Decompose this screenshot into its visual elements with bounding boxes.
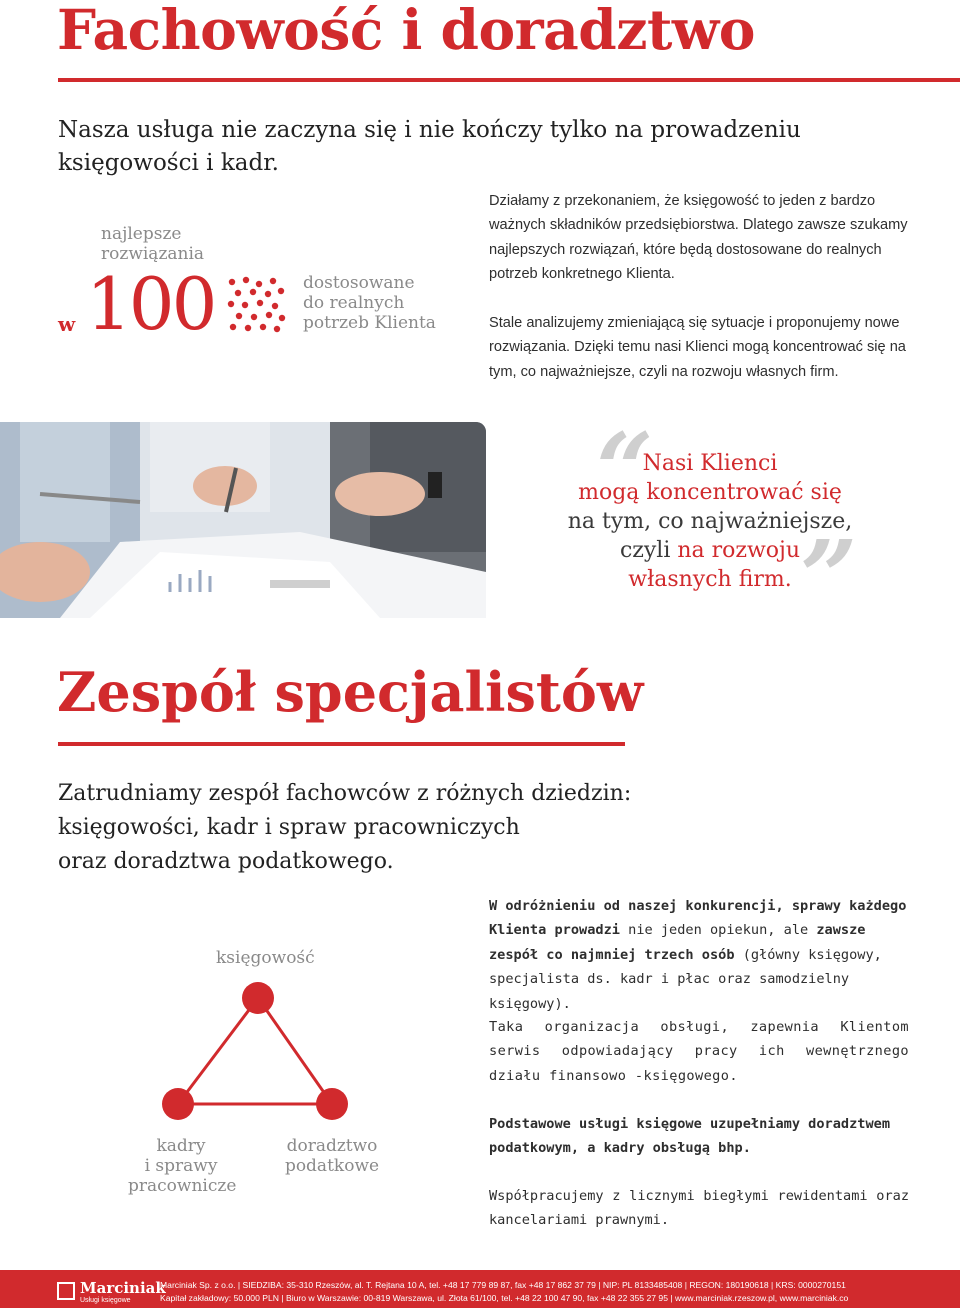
logo-subtitle: Usługi księgowe	[80, 1297, 131, 1304]
title-underline	[58, 78, 960, 82]
lead-line: księgowości, kadr i spraw pracowniczych	[58, 815, 520, 840]
quote-line: na tym, co najważniejsze,	[567, 509, 853, 534]
bold-fragment: Podstawowe usługi księgowe uzupełniamy doradztwem podatkowym, a kadry obsługą bhp.	[489, 1116, 891, 1157]
section-lead	[58, 114, 818, 180]
quote-fragment: czyli	[619, 538, 678, 563]
label-line: podatkowe	[284, 1156, 380, 1176]
big-number: 100	[86, 262, 215, 346]
label-line: i sprawy	[144, 1156, 218, 1176]
paragraph-6: Współpracujemy z licznymi biegłymi rewidentami oraz kancelariami prawnymi.	[489, 1188, 909, 1229]
team-triangle-diagram	[130, 940, 370, 1130]
paragraph-4: Taka organizacja obsługi, zapewnia Klientom serwis odpowiadający pracy ich wewnętrznego działu finansowo -księgowego.	[489, 1019, 909, 1084]
lead-line: oraz doradztwa podatkowego.	[58, 849, 394, 874]
label-line: rozwiązania	[101, 244, 205, 264]
label-line: doradztwo	[286, 1136, 378, 1156]
quote-close-mark: ”	[800, 518, 858, 636]
footer-line-1: Marciniak Sp. z o.o. | SIEDZIBA: 35-310 Rzeszów, al. T. Rejtana 10 A, tel. +48 17 779 89 87, fax +48 17 862 37 79 | NIP: PL 8133485408 | REGON: 180190618 | KRS: 0000270151	[160, 1280, 846, 1290]
meeting-photo	[0, 422, 486, 618]
footer-line-2: Kapitał zakładowy: 50.000 PLN | Biuro w Warszawie: 00-819 Warszawa, ul. Złota 61/100, tel. +48 22 100 47 90, fax +48 22 355 27 95 | www.marciniak.rzeszow.pl, www.marciniak.co	[160, 1293, 849, 1303]
label-line: kadry	[156, 1136, 206, 1156]
lead-line: Zatrudniamy zespół fachowców z różnych dziedzin:	[58, 781, 632, 806]
fit-label	[303, 273, 436, 333]
label-line: najlepsze	[101, 224, 182, 244]
footer	[0, 1270, 960, 1308]
bold-fragment: zawsze zespół co najmniej trzech osób	[489, 922, 866, 963]
text-fragment: nie jeden opiekun, ale	[619, 922, 817, 939]
paragraph-2: Stale analizujemy zmieniającą się sytuacje i proponujemy nowe rozwiązania. Dzięki temu nasi Klienci mogą koncentrować się na tym, co najważniejsze, czyli na rozwoju własnych firm.	[489, 315, 906, 380]
section-title: Zespół specjalistów	[57, 660, 644, 724]
quote-line: własnych firm.	[628, 567, 792, 592]
paragraph-3	[489, 894, 909, 1016]
quote-fragment: na rozwoju	[677, 538, 801, 563]
quote-line: mogą koncentrować się	[578, 480, 842, 505]
prefix-w: w	[58, 312, 76, 336]
triangle-left-label	[128, 1136, 237, 1196]
bold-fragment: W odróżnieniu od naszej konkurencji, sprawy każdego Klienta prowadzi	[489, 898, 907, 939]
logo-mark-icon	[57, 1282, 75, 1300]
paragraph-1: Działamy z przekonaniem, że księgowość to jeden z bardzo ważnych składników przedsiębiorstwa. Dlatego zawsze szukamy najlepszych rozwiązań, które będą dostosowane do realnych potrzeb konkretnego Klienta.	[489, 193, 908, 283]
paragraph-5	[489, 1112, 909, 1161]
label-line: dostosowane	[303, 273, 415, 293]
lead-line: księgowości i kadr.	[58, 150, 279, 176]
label-line: pracownicze	[128, 1176, 237, 1196]
section-underline	[58, 742, 625, 746]
triangle-right-label	[282, 1136, 382, 1176]
label-line: do realnych	[303, 293, 405, 313]
dots-graphic	[226, 276, 286, 334]
best-solutions-label	[101, 224, 204, 264]
text-fragment: (główny księgowy, specjalista ds. kadr i płac oraz samodzielny księgowy).	[489, 946, 882, 1012]
quote-open-mark: “	[596, 411, 654, 529]
page-title: Fachowość i doradztwo	[57, 0, 755, 62]
quote-line: Nasi Klienci	[642, 451, 778, 476]
section-lead	[58, 777, 678, 879]
triangle-top-label: księgowość	[216, 948, 315, 968]
logo-name: Marciniak	[80, 1279, 166, 1297]
lead-line: Nasza usługa nie zaczyna się i nie kończy tylko na prowadzeniu	[58, 117, 801, 143]
label-line: potrzeb Klienta	[303, 313, 436, 333]
